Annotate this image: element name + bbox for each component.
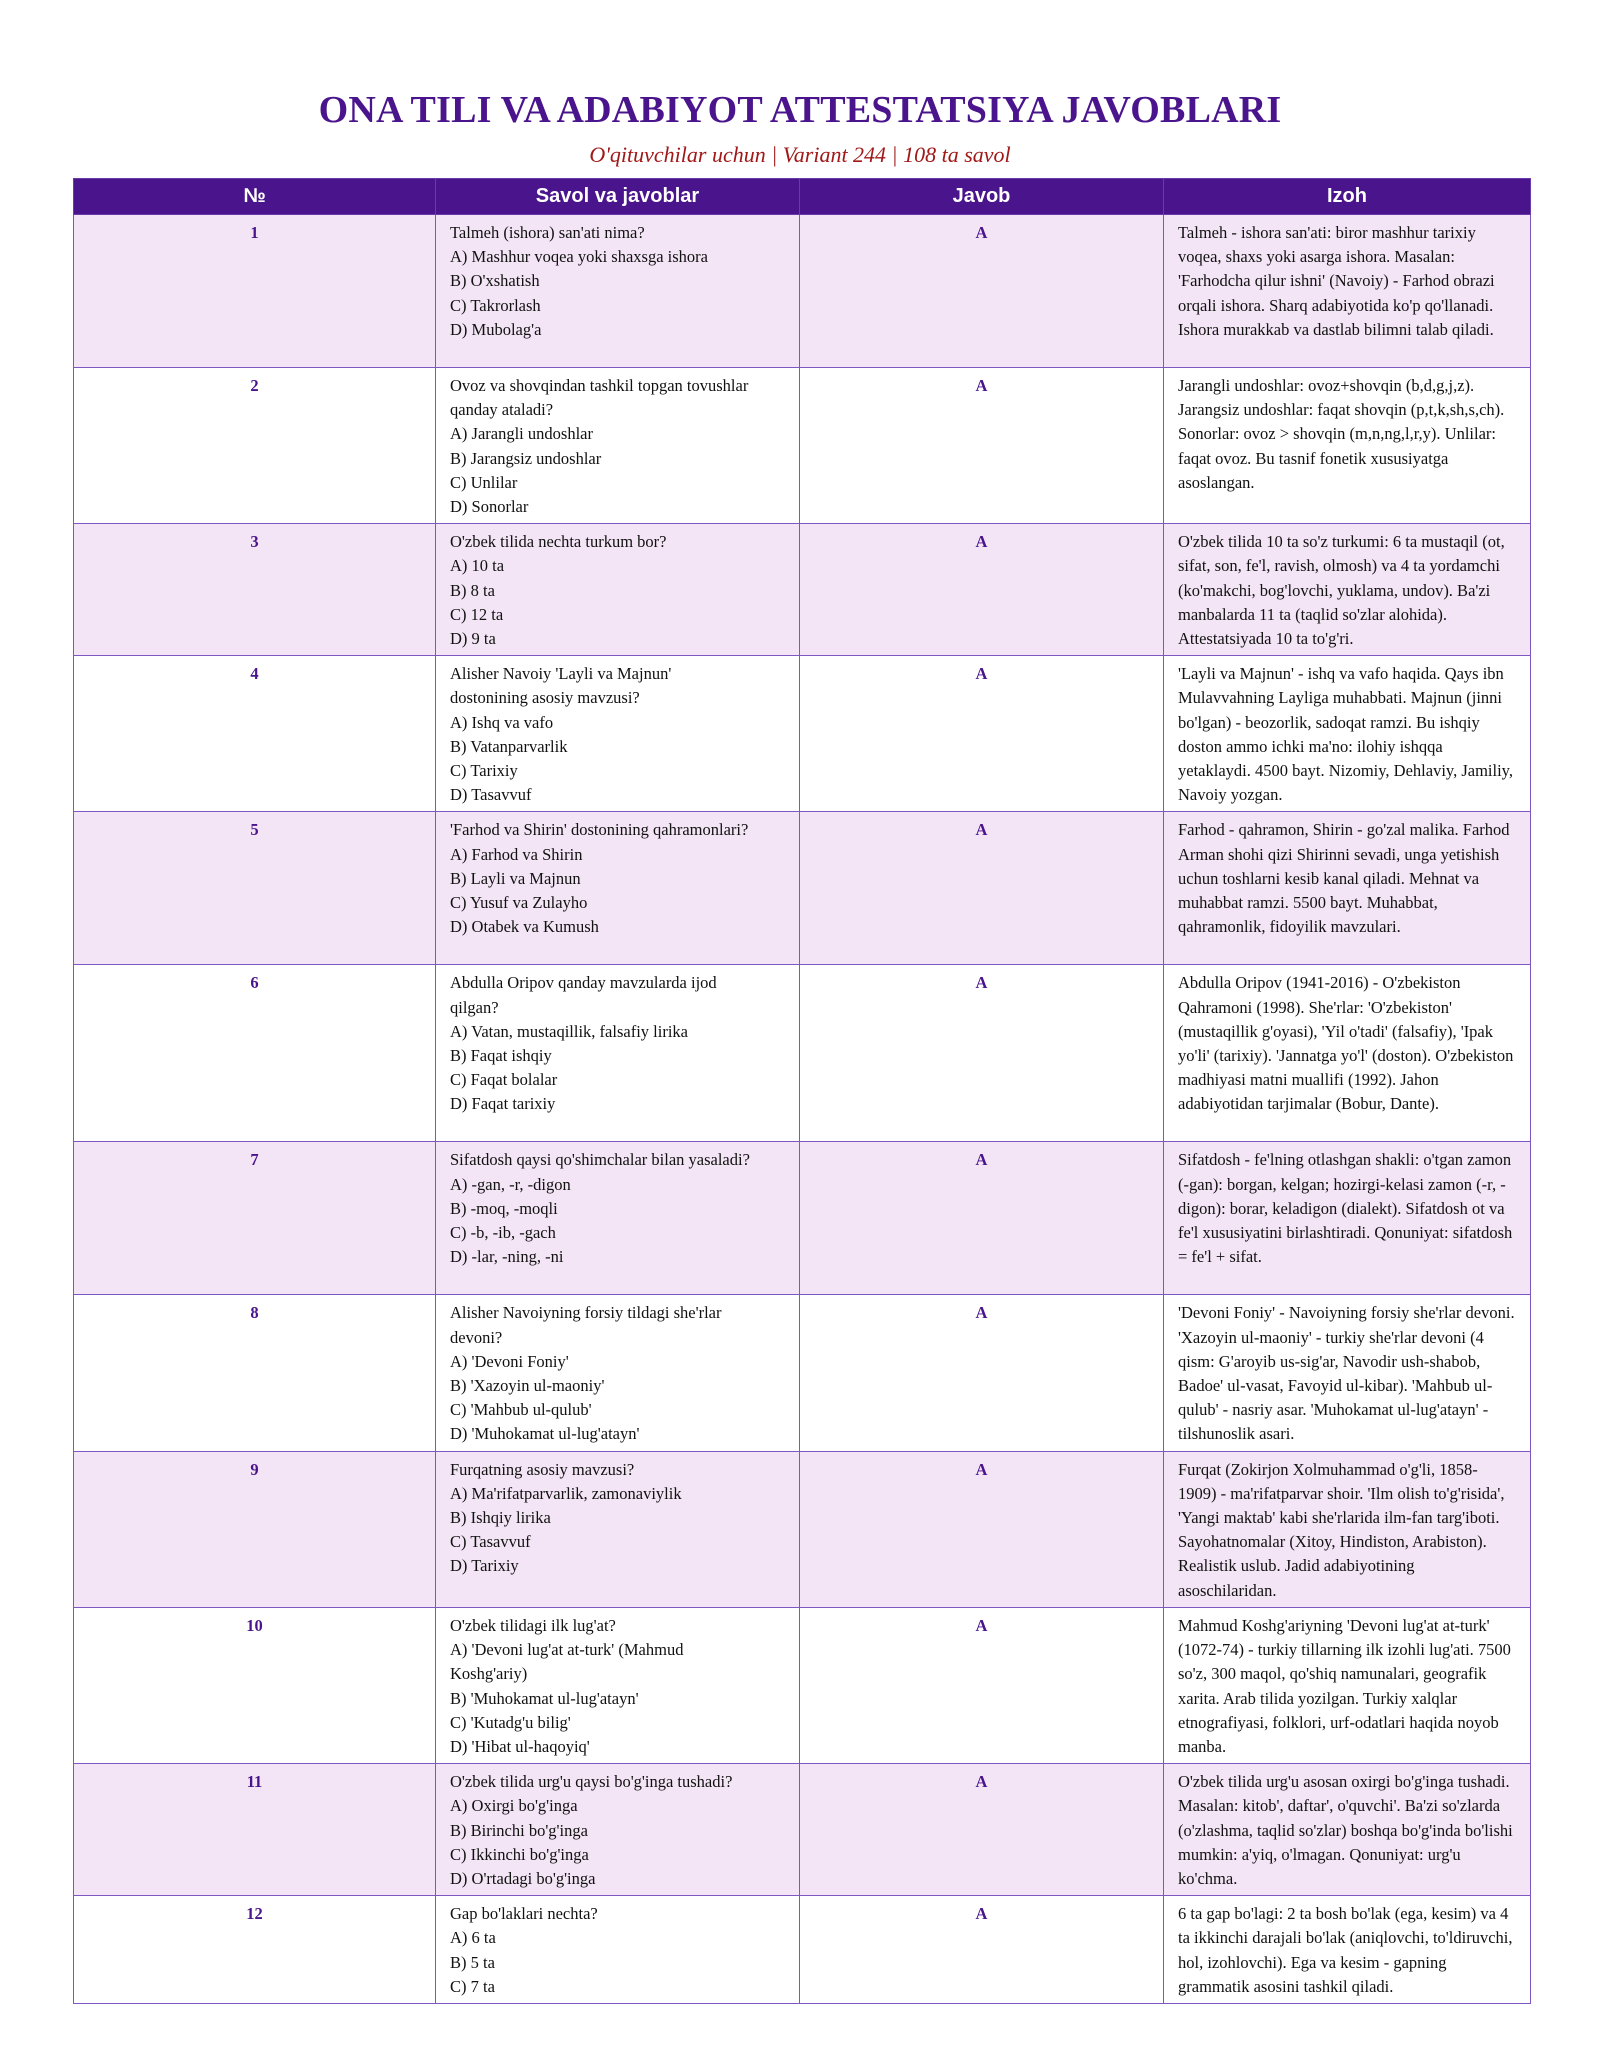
answer-option-line: B) Birinchi bo'g'inga — [450, 1820, 588, 1840]
explanation-cell — [1164, 1451, 1531, 1607]
table-header-row — [74, 179, 1531, 215]
question-text-line: O'zbek tilida nechta turkum bor? — [450, 532, 667, 552]
question-number: 2 — [74, 368, 436, 524]
answer-option-line: C) 12 ta — [450, 604, 504, 624]
correct-answer: A — [800, 1295, 1164, 1451]
question-number: 8 — [74, 1295, 436, 1451]
explanation-text: Farhod - qahramon, Shirin - go'zal malika. Farhod Arman shohi qizi Shirinni sevadi, unga yetishish uchun toshlarni kesib kanal qiladi. Mehnat va muhabbat ramzi. 5500 bayt. Muhabbat, qahramonlik, fidoyilik mavzulari. — [1178, 820, 1510, 937]
answer-option-line: A) Ishq va vafo — [450, 712, 554, 732]
answer-option-line: B) Vatanparvarlik — [450, 736, 568, 756]
question-cell — [436, 1764, 800, 1896]
question-cell — [436, 965, 800, 1142]
answer-option-line: D) 'Muhokamat ul-lug'atayn' — [450, 1424, 640, 1444]
page-subtitle: O'qituvchilar uchun | Variant 244 | 108 ta savol — [589, 142, 1011, 167]
question-number: 5 — [74, 812, 436, 965]
question-cell — [436, 812, 800, 965]
page-title: ONA TILI VA ADABIYOT ATTESTATSIYA JAVOBLARI — [318, 89, 1282, 131]
explanation-cell — [1164, 1142, 1531, 1295]
answer-option-line: A) 'Devoni lug'at at-turk' (Mahmud — [450, 1640, 684, 1660]
column-header-number: № — [74, 179, 436, 215]
table-row — [74, 812, 1531, 965]
explanation-text: Abdulla Oripov (1941-2016) - O'zbekiston Qahramoni (1998). She'rlar: 'O'zbekiston' (mustaqillik g'oyasi), 'Yil o'tadi' (falsafiy), 'Ipak yo'li' (tarixiy). 'Jannatga yo'l' (doston). O'zbekiston madhiyasi matni muallifi (1992). Jahon adabiyotidan tarjimalar (Bobur, Dante). — [1178, 973, 1514, 1114]
answer-option-line: D) Otabek va Kumush — [450, 917, 599, 937]
answer-option-line: B) 5 ta — [450, 1952, 495, 1972]
question-text-line: 'Farhod va Shirin' dostonining qahramonlari? — [450, 820, 749, 840]
answer-option-line: A) Ma'rifatparvarlik, zamonaviylik — [450, 1483, 682, 1503]
question-cell — [436, 1142, 800, 1295]
correct-answer: A — [800, 965, 1164, 1142]
answer-option-line: B) Layli va Majnun — [450, 868, 581, 888]
question-number: 1 — [74, 215, 436, 368]
question-cell — [436, 368, 800, 524]
correct-answer: A — [800, 524, 1164, 656]
answer-option-line: D) O'rtadagi bo'g'inga — [450, 1868, 596, 1888]
question-cell — [436, 1896, 800, 2004]
question-text-line: Ovoz va shovqindan tashkil topgan tovushlar — [450, 376, 749, 395]
answer-option-line: B) 8 ta — [450, 580, 495, 600]
table-row — [74, 524, 1531, 656]
question-number: 12 — [74, 1896, 436, 2004]
question-text-line: Furqatning asosiy mavzusi? — [450, 1459, 635, 1479]
answer-option-line: B) 'Muhokamat ul-lug'atayn' — [450, 1688, 639, 1708]
answer-option-line: qanday ataladi? — [450, 400, 554, 420]
question-cell — [436, 1607, 800, 1763]
answer-option-line: D) Faqat tarixiy — [450, 1094, 556, 1114]
question-cell — [436, 1295, 800, 1451]
answer-option-line: C) Faqat bolalar — [450, 1070, 558, 1090]
question-text-line: Talmeh (ishora) san'ati nima? — [450, 223, 645, 242]
question-number: 10 — [74, 1607, 436, 1763]
explanation-text: 6 ta gap bo'lagi: 2 ta bosh bo'lak (ega, kesim) va 4 ta ikkinchi darajali bo'lak (aniqlovchi, to'ldiruvchi, hol, izohlovchi). Ega va kesim - gapning grammatik asosini tashkil qiladi. — [1178, 1904, 1513, 1996]
answer-option-line: C) 7 ta — [450, 1976, 495, 1996]
explanation-cell — [1164, 215, 1531, 368]
answer-option-line: D) Tarixiy — [450, 1556, 519, 1576]
correct-answer: A — [800, 812, 1164, 965]
answer-option-line: B) 'Xazoyin ul-maoniy' — [450, 1376, 605, 1396]
explanation-text: Mahmud Koshg'ariyning 'Devoni lug'at at-turk' (1072-74) - turkiy tillarning ilk izohli lug'ati. 7500 so'z, 300 maqol, qo'shiq namunalari, geografik xarita. Arab tilida yozilgan. Turkiy xalqlar etnografiyasi, folklori, urf-odatlari haqida noyob manba. — [1178, 1615, 1511, 1756]
answer-option-line: A) 6 ta — [450, 1928, 496, 1948]
explanation-cell — [1164, 1896, 1531, 2004]
table-row — [74, 368, 1531, 524]
question-number: 7 — [74, 1142, 436, 1295]
explanation-text: Furqat (Zokirjon Xolmuhammad o'g'li, 1858-1909) - ma'rifatparvar shoir. 'Ilm olish to'g'risida', 'Yangi maktab' kabi she'rlarida ilm-fan targ'iboti. Sayohatnomalar (Xitoy, Hindiston, Arabiston). Realistik uslub. Jadid adabiyotining asoschilaridan. — [1178, 1459, 1505, 1600]
question-text-line: Sifatdosh qaysi qo'shimchalar bilan yasaladi? — [450, 1150, 750, 1170]
question-text-line: Gap bo'laklari nechta? — [450, 1904, 598, 1924]
explanation-cell — [1164, 524, 1531, 656]
question-text-line: Alisher Navoiyning forsiy tildagi she'rlar — [450, 1303, 722, 1323]
answer-option-line: dostonining asosiy mavzusi? — [450, 688, 640, 708]
question-cell — [436, 656, 800, 812]
correct-answer: A — [800, 1607, 1164, 1763]
question-number: 9 — [74, 1451, 436, 1607]
table-row — [74, 1607, 1531, 1763]
explanation-cell — [1164, 1295, 1531, 1451]
question-text-line: O'zbek tilida urg'u qaysi bo'g'inga tushadi? — [450, 1772, 733, 1792]
answer-option-line: C) -b, -ib, -gach — [450, 1223, 556, 1243]
explanation-text: Jarangli undoshlar: ovoz+shovqin (b,d,g,j,z). Jarangsiz undoshlar: faqat shovqin (p,t,k,sh,s,ch). Sonorlar: ovoz > shovqin (m,n,ng,l,r,y). Unlilar: faqat ovoz. Bu tasnif fonetik xususiyatga asoslangan. — [1178, 376, 1505, 492]
question-number: 4 — [74, 656, 436, 812]
correct-answer: A — [800, 656, 1164, 812]
answer-option-line: devoni? — [450, 1327, 503, 1347]
answer-option-line: qilgan? — [450, 997, 499, 1017]
answer-option-line: B) Faqat ishqiy — [450, 1046, 552, 1066]
table-row — [74, 1451, 1531, 1607]
question-text-line: O'zbek tilidagi ilk lug'at? — [450, 1615, 616, 1635]
explanation-text: O'zbek tilida urg'u asosan oxirgi bo'g'inga tushadi. Masalan: kitob', daftar', o'quvchi'. Ba'zi so'zlarda (o'zlashma, taqlid so'zlar) boshqa bo'g'inda bo'lishi mumkin: a'yiq, o'lmagan. Qonuniyat: urg'u ko'chma. — [1178, 1772, 1513, 1888]
explanation-text: O'zbek tilida 10 ta so'z turkumi: 6 ta mustaqil (ot, sifat, son, fe'l, ravish, olmosh) va 4 ta yordamchi (ko'makchi, bog'lovchi, yuklama, undov). Ba'zi manbalarda 11 ta (taqlid so'zlar alohida). Attestatsiyada 10 ta to'g'ri. — [1178, 532, 1505, 649]
answer-option-line: B) O'xshatish — [450, 271, 540, 291]
question-cell — [436, 524, 800, 656]
correct-answer: A — [800, 368, 1164, 524]
answer-option-line: D) -lar, -ning, -ni — [450, 1247, 564, 1267]
answer-option-line: A) 10 ta — [450, 556, 505, 576]
column-header-answer: Javob — [800, 179, 1164, 215]
explanation-cell — [1164, 965, 1531, 1142]
answer-option-line: D) Sonorlar — [450, 497, 529, 517]
answer-option-line: A) Oxirgi bo'g'inga — [450, 1796, 578, 1816]
explanation-text: Talmeh - ishora san'ati: biror mashhur tarixiy voqea, shaxs yoki asarga ishora. Masalan: 'Farhodcha qilur ishni' (Navoiy) - Farhod obrazi orqali ishora. Sharq adabiyotida ko'p qo'llanadi. Ishora murakkab va dastlab bilimni talab qiladi. — [1178, 223, 1495, 339]
answer-option-line: A) Jarangli undoshlar — [450, 424, 593, 444]
table-row — [74, 1142, 1531, 1295]
question-cell — [436, 215, 800, 368]
answer-option-line: B) -moq, -moqli — [450, 1198, 558, 1218]
answer-option-line: C) Takrorlash — [450, 295, 541, 315]
answer-option-line: A) Vatan, mustaqillik, falsafiy lirika — [450, 1021, 688, 1041]
answer-option-line: C) 'Kutadg'u bilig' — [450, 1712, 571, 1732]
question-number: 6 — [74, 965, 436, 1142]
correct-answer: A — [800, 215, 1164, 368]
explanation-cell — [1164, 1764, 1531, 1896]
answer-option-line: A) -gan, -r, -digon — [450, 1174, 571, 1194]
answer-option-line: C) Yusuf va Zulayho — [450, 893, 588, 913]
question-text-line: Alisher Navoiy 'Layli va Majnun' — [450, 664, 672, 684]
explanation-cell — [1164, 656, 1531, 812]
explanation-cell — [1164, 812, 1531, 965]
explanation-cell — [1164, 368, 1531, 524]
answer-option-line: D) Tasavvuf — [450, 785, 532, 805]
explanation-text: Sifatdosh - fe'lning otlashgan shakli: o'tgan zamon (-gan): borgan, kelgan; hozirgi-kelasi zamon (-r, -digon): borar, keladigon (dialekt). Sifatdosh ot va fe'l xususiyatini birlashtiradi. Qonuniyat: sifatdosh = fe'l + sifat. — [1178, 1150, 1513, 1267]
answer-option-line: C) Tarixiy — [450, 761, 518, 781]
question-number: 3 — [74, 524, 436, 656]
table-row — [74, 1764, 1531, 1896]
correct-answer: A — [800, 1896, 1164, 2004]
table-row — [74, 1896, 1531, 2004]
answer-option-line: D) 9 ta — [450, 629, 496, 649]
table-row — [74, 215, 1531, 368]
correct-answer: A — [800, 1764, 1164, 1896]
correct-answer: A — [800, 1142, 1164, 1295]
question-cell — [436, 1451, 800, 1607]
answer-option-line: C) Tasavvuf — [450, 1532, 531, 1552]
answer-option-line: A) 'Devoni Foniy' — [450, 1351, 569, 1371]
explanation-cell — [1164, 1607, 1531, 1763]
answer-option-line: D) Mubolag'a — [450, 319, 542, 339]
column-header-explanation: Izoh — [1164, 179, 1531, 215]
answers-table — [73, 178, 1531, 2004]
column-header-question: Savol va javoblar — [436, 179, 800, 215]
explanation-text: 'Layli va Majnun' - ishq va vafo haqida. Qays ibn Mulavvahning Layliga muhabbati. Majnun (jinni bo'lgan) - beozorlik, sadoqat ramzi. Bu ishqiy doston ammo ichki ma'no: ilohiy ishqqa yetaklaydi. 4500 bayt. Nizomiy, Dehlaviy, Jamiliy, Navoiy yozgan. — [1178, 664, 1513, 805]
correct-answer: A — [800, 1451, 1164, 1607]
answer-option-line: B) Jarangsiz undoshlar — [450, 448, 602, 468]
question-text-line: Abdulla Oripov qanday mavzularda ijod — [450, 973, 717, 993]
answer-option-line: Koshg'ariy) — [450, 1664, 528, 1684]
question-number: 11 — [74, 1764, 436, 1896]
table-row — [74, 1295, 1531, 1451]
answer-option-line: D) 'Hibat ul-haqoyiq' — [450, 1736, 590, 1756]
table-row — [74, 965, 1531, 1142]
answer-option-line: A) Farhod va Shirin — [450, 844, 583, 864]
answer-option-line: A) Mashhur voqea yoki shaxsga ishora — [450, 247, 708, 267]
table-row — [74, 656, 1531, 812]
answer-option-line: C) 'Mahbub ul-qulub' — [450, 1400, 592, 1420]
answer-option-line: C) Ikkinchi bo'g'inga — [450, 1844, 589, 1864]
explanation-text: 'Devoni Foniy' - Navoiyning forsiy she'rlar devoni. 'Xazoyin ul-maoniy' - turkiy she'rlar devoni (4 qism: G'aroyib us-sig'ar, Navodir ush-shabob, Badoe' ul-vasat, Favoyid ul-kibar). 'Mahbub ul-qulub' - nasriy asar. 'Muhokamat ul-lug'atayn' - tilshunoslik asari. — [1178, 1303, 1515, 1444]
answer-option-line: B) Ishqiy lirika — [450, 1508, 551, 1528]
table-body — [74, 215, 1531, 2004]
answer-option-line: C) Unlilar — [450, 472, 518, 492]
